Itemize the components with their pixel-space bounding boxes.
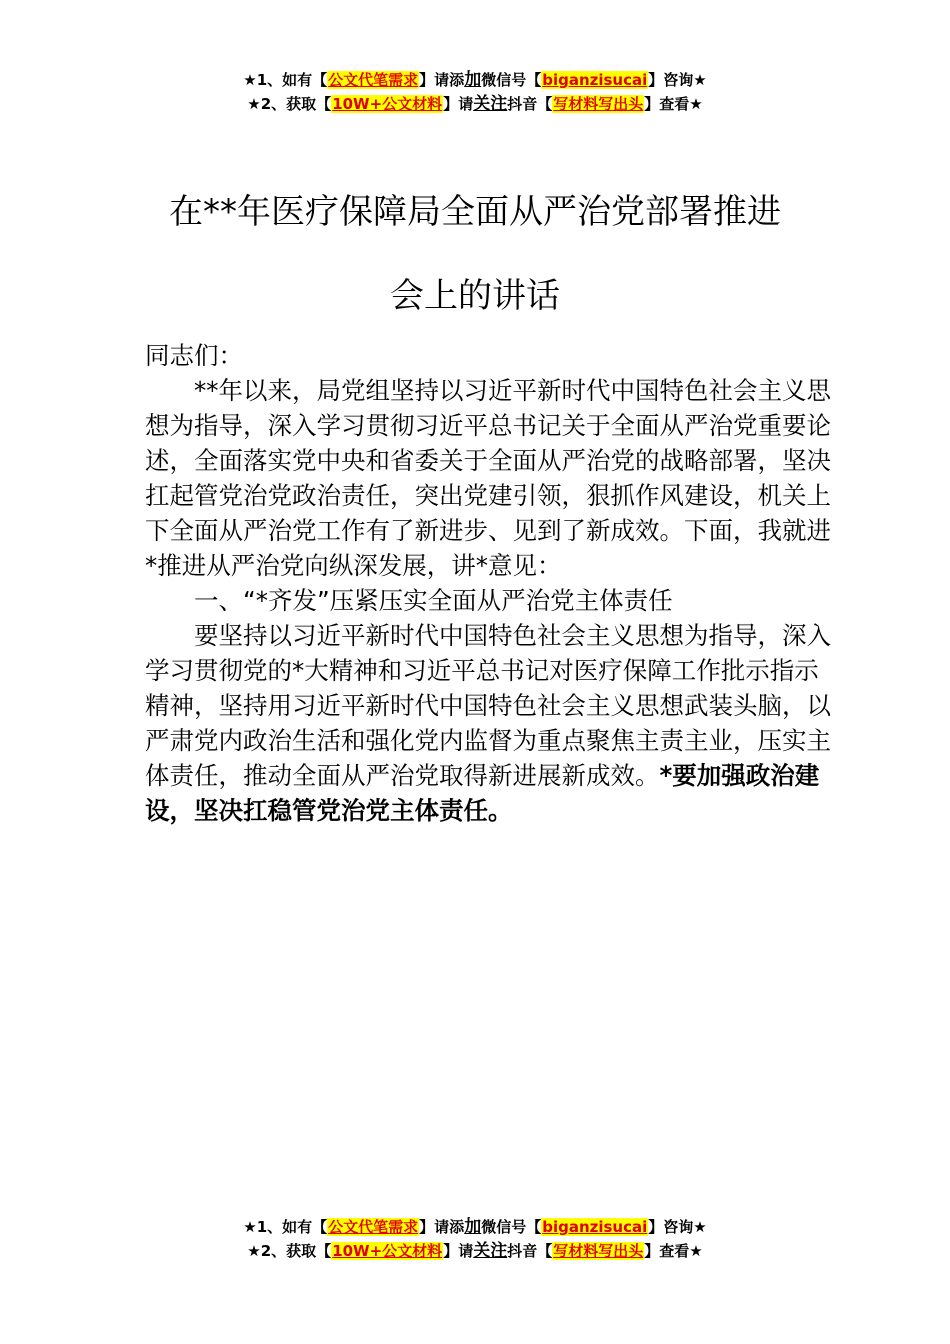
title-line-2: 会上的讲话 bbox=[390, 276, 560, 316]
paragraph-intro: **年以来，局党组坚持以习近平新时代中国特色社会主义思想为指导，深入学习贯彻习近平总书记关于全面从严治党重要论述，全面落实党中央和省委关于全面从严治党的战略部署，坚决扛起管党治党政治责任，突出党建引领，狠抓作风建设，机关上下全面从严治党工作有了新进步、见到了新成效。下面，我就进*推进从严治党向纵深发展，讲*意见： bbox=[145, 376, 831, 580]
banner-emphasis: 关注 bbox=[473, 94, 508, 114]
banner-text: ★2、获取【 bbox=[247, 95, 332, 113]
section-heading: 一、“*齐发”压紧压实全面从严治党主体责任 bbox=[194, 586, 673, 615]
banner-line-1 bbox=[0, 1215, 950, 1239]
banner-text: 抖音【 bbox=[507, 1242, 553, 1260]
highlight-wechat-id: biganzisucai bbox=[542, 1218, 648, 1236]
banner-text: 微信号【 bbox=[481, 71, 542, 89]
highlight-service: 公文代笔需求 bbox=[328, 71, 419, 89]
banner-text: ★2、获取【 bbox=[247, 1242, 332, 1260]
banner-emphasis: 加 bbox=[464, 1217, 482, 1237]
highlight-douyin: 写材料写出头 bbox=[553, 1242, 644, 1260]
header-banner bbox=[0, 68, 950, 116]
banner-text: ★1、如有【 bbox=[243, 1218, 328, 1236]
banner-text: 】请添 bbox=[419, 1218, 465, 1236]
banner-emphasis: 关注 bbox=[473, 1241, 508, 1261]
highlight-materials: 10W+公文材料 bbox=[332, 1242, 443, 1260]
banner-text: 】请 bbox=[443, 95, 474, 113]
banner-text: 】查看★ bbox=[644, 95, 703, 113]
footer-banner bbox=[0, 1215, 950, 1263]
document-body bbox=[145, 338, 835, 828]
highlight-douyin: 写材料写出头 bbox=[553, 95, 644, 113]
banner-text: 】咨询★ bbox=[648, 1218, 707, 1236]
salutation: 同志们： bbox=[145, 341, 243, 370]
banner-text: 】查看★ bbox=[644, 1242, 703, 1260]
document-title bbox=[0, 170, 950, 338]
paragraph-section-1 bbox=[145, 618, 835, 828]
paragraph-bold-point: *要加强政治建设，坚决扛稳管党治党主体责任。 bbox=[145, 761, 820, 825]
highlight-wechat-id: biganzisucai bbox=[542, 71, 648, 89]
title-line-1: 在**年医疗保障局全面从严治党部署推进 bbox=[169, 192, 781, 232]
banner-text: 抖音【 bbox=[507, 95, 553, 113]
highlight-service: 公文代笔需求 bbox=[328, 1218, 419, 1236]
banner-line-2 bbox=[0, 1239, 950, 1263]
banner-text: 】咨询★ bbox=[648, 71, 707, 89]
banner-text: ★1、如有【 bbox=[243, 71, 328, 89]
banner-text: 微信号【 bbox=[481, 1218, 542, 1236]
banner-line-2 bbox=[0, 92, 950, 116]
highlight-materials: 10W+公文材料 bbox=[332, 95, 443, 113]
paragraph-text: 要坚持以习近平新时代中国特色社会主义思想为指导，深入学习贯彻党的*大精神和习近平总书记对医疗保障工作批示指示精神，坚持用习近平新时代中国特色社会主义思想武装头脑，以严肃党内政治生活和强化党内监督为重点聚焦主责主业，压实主体责任，推动全面从严治党取得新进展新成效。 bbox=[145, 621, 831, 790]
banner-text: 】请添 bbox=[419, 71, 465, 89]
banner-line-1 bbox=[0, 68, 950, 92]
banner-text: 】请 bbox=[443, 1242, 474, 1260]
banner-emphasis: 加 bbox=[464, 70, 482, 90]
